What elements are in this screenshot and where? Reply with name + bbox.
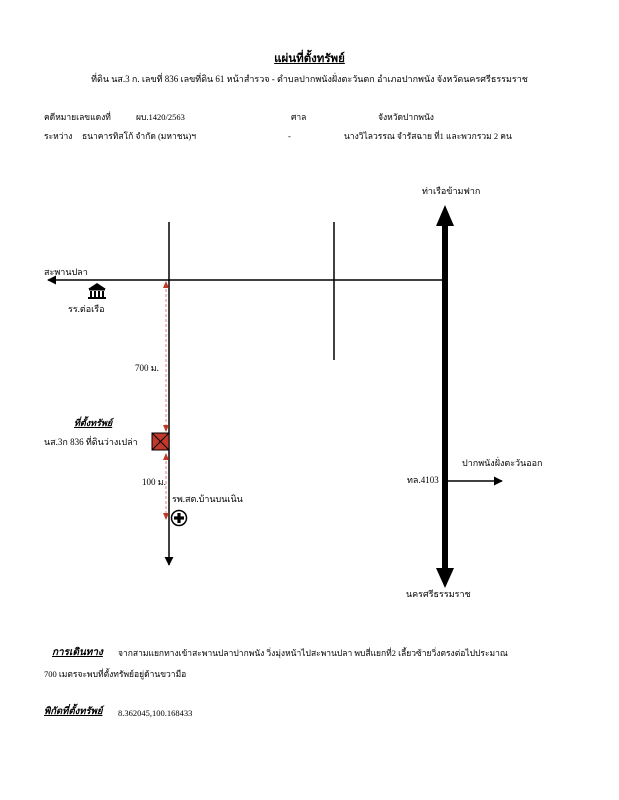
court-value: จังหวัดปากพนัง xyxy=(378,112,434,122)
directions-heading xyxy=(52,648,103,658)
property-heading: ที่ตั้งทรัพย์ xyxy=(74,418,113,428)
directions-line-1: จากสามแยกทางเข้าสะพานปลาปากพนัง วิ่งมุ่งหน้าไปสะพานปลา พบสี่แยกที่2 เลี้ยวซ้ายวิ่งตรงต่อไปประมาณ xyxy=(118,648,508,658)
page-title: แผ่นที่ตั้งทรัพย์ xyxy=(274,53,345,65)
directions-heading-text: การเดินทาง xyxy=(52,647,103,658)
south-label: นครศรีธรรมราช xyxy=(406,589,471,599)
distance-arrow-top xyxy=(163,281,169,288)
page-subtitle: ที่ดิน นส.3 ก. เลขที่ 836 เลขที่ดิน 61 หน้าสำรวจ - ตำบลปากพนังฝั่งตะวันตก อำเภอปากพนัง จังหวัดนครศรีธรรมราช xyxy=(91,74,528,84)
west-label: สะพานปลา xyxy=(44,267,88,277)
east-label: ปากพนังฝั่งตะวันออก xyxy=(462,458,543,468)
dash-separator: - xyxy=(288,131,291,141)
plaintiff: ธนาคารทิสโก้ จำกัด (มหาชน)ฯ xyxy=(82,131,196,141)
court-label: ศาล xyxy=(291,112,307,122)
main-road-arrow-north xyxy=(436,205,454,226)
distance-700-label: 700 ม. xyxy=(135,363,159,373)
defendant: นางวิไลวรรณ จำรัสฉาย ที่1 และพวกรวม 2 คน xyxy=(344,131,512,141)
between-label: ระหว่าง xyxy=(44,131,73,141)
distance-arrow-bottom xyxy=(163,513,169,520)
distance-100-label: 100 ม. xyxy=(142,477,166,487)
directions-line-2: 700 เมตรจะพบที่ตั้งทรัพย์อยู่ด้านขวามือ xyxy=(44,669,187,679)
north-label: ท่าเรือข้ามฟาก xyxy=(422,186,481,196)
school-label: รร.ต่อเรือ xyxy=(68,304,105,314)
distance-arrow-low xyxy=(163,453,169,460)
main-road-arrow-south xyxy=(436,568,454,588)
coordinates-label: พิกัดที่ตั้งทรัพย์ xyxy=(44,707,103,717)
distance-arrow-mid xyxy=(163,425,169,432)
hospital-label: รพ.สต.บ้านบนเนิน xyxy=(172,494,243,504)
school-icon xyxy=(88,283,106,299)
case-no-label: คดีหมายเลขแดงที่ xyxy=(44,112,111,122)
coordinates-value: 8.362045,100.168433 xyxy=(118,708,193,718)
hospital-icon xyxy=(172,511,187,526)
coordinates-label-wrap xyxy=(44,708,102,718)
property-description: นส.3ก 836 ที่ดินว่างเปล่า xyxy=(44,437,138,447)
road-number-label: ทล.4103 xyxy=(407,475,439,485)
case-no-value: ผบ.1420/2563 xyxy=(136,112,185,122)
